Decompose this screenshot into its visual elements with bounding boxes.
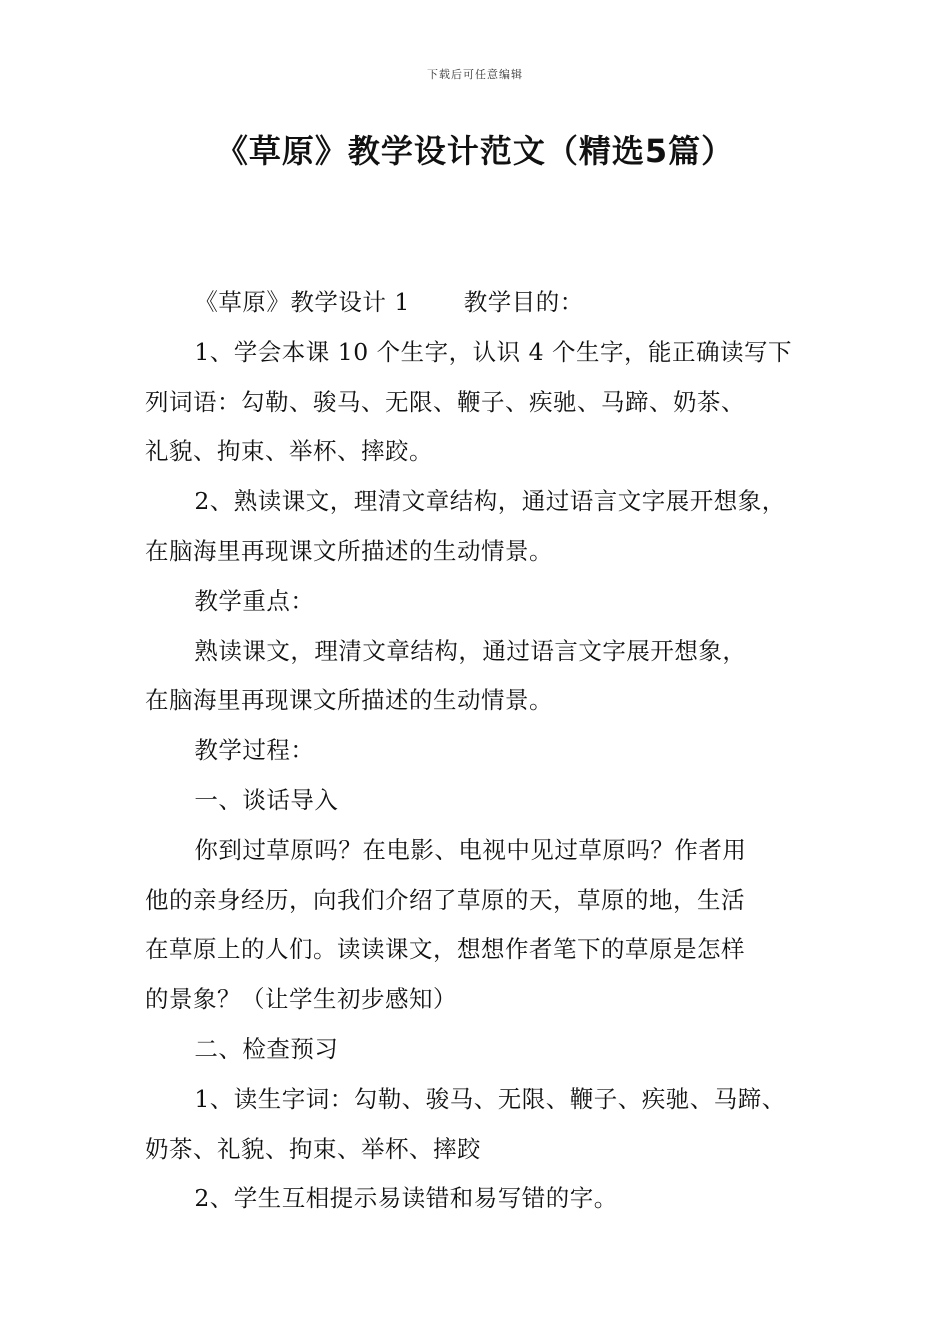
objective-1-line-1: 1、学会本课 10 个生字，认识 4 个生字，能正确读写下 xyxy=(194,337,793,366)
step-1-line-1: 你到过草原吗？在电影、电视中见过草原吗？作者用 xyxy=(194,835,747,864)
key-points-line-2: 在脑海里再现课文所描述的生动情景。 xyxy=(145,686,553,715)
section-heading: 《草原》教学设计 1 xyxy=(194,288,410,316)
header-note: 下载后可任意编辑 xyxy=(427,68,523,81)
objectives-label: 教学目的： xyxy=(463,288,584,316)
objective-1-line-3: 礼貌、拘束、举杯、摔跤。 xyxy=(145,437,433,466)
step-2-item-2: 2、学生互相提示易读错和易写错的字。 xyxy=(194,1184,618,1213)
section-heading-line xyxy=(145,278,835,328)
step-1-heading: 一、谈话导入 xyxy=(194,785,339,814)
objective-2-line-1: 2、熟读课文，理清文章结构，通过语言文字展开想象， xyxy=(194,487,786,516)
key-points-label: 教学重点： xyxy=(194,586,315,615)
step-2-item-1-line-2: 奶茶、礼貌、拘束、举杯、摔跤 xyxy=(145,1134,481,1163)
step-1-line-3: 在草原上的人们。读读课文，想想作者笔下的草原是怎样 xyxy=(145,935,745,964)
objective-1-line-2: 列词语：勾勒、骏马、无限、鞭子、疾驰、马蹄、奶茶、 xyxy=(145,387,745,416)
document-body xyxy=(145,278,835,1224)
step-1-line-4: 的景象？（让学生初步感知） xyxy=(145,985,457,1014)
process-label: 教学过程： xyxy=(194,736,315,765)
step-2-item-1-line-1: 1、读生字词：勾勒、骏马、无限、鞭子、疾驰、马蹄、 xyxy=(194,1084,786,1113)
step-1-line-2: 他的亲身经历，向我们介绍了草原的天，草原的地，生活 xyxy=(145,885,745,914)
step-2-heading: 二、检查预习 xyxy=(194,1034,339,1063)
objective-2-line-2: 在脑海里再现课文所描述的生动情景。 xyxy=(145,536,553,565)
document-title: 《草原》教学设计范文（精选5篇） xyxy=(215,132,735,170)
key-points-line-1: 熟读课文，理清文章结构，通过语言文字展开想象， xyxy=(194,636,747,665)
